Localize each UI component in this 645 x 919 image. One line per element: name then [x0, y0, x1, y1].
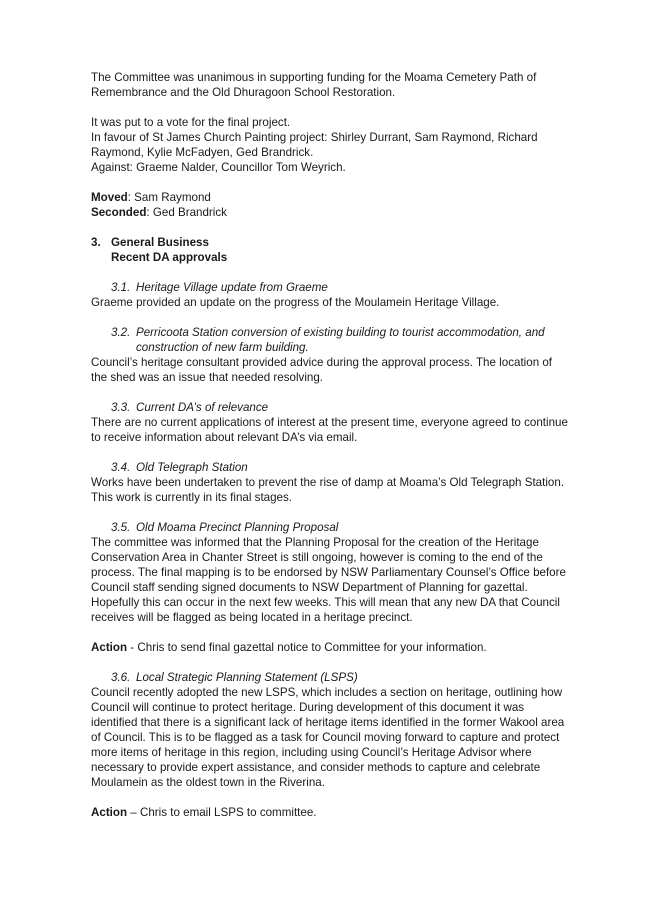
- section-number: 3.: [91, 236, 101, 249]
- item-title: Old Moama Precinct Planning Proposal: [136, 521, 339, 534]
- action-text: – Chris to email LSPS to committee.: [127, 806, 317, 819]
- section-3-heading: [91, 235, 571, 265]
- item-3-5-body: The committee was informed that the Planning Proposal for the creation of the Heritage Conservation Area in Chanter Street is still ongoing, however is coming to the end of the process. The final mapping is to be endorsed by NSW Parliamentary Counsel’s Office before Council staff sending signed documents to NSW Department of Planning for gazettal. Hopefully this can occur in the next few weeks. This will mean that any new DA that Council receives will be flagged as being located in a heritage precinct.: [91, 536, 566, 624]
- item-number: 3.3.: [111, 401, 131, 414]
- action-text: - Chris to send final gazettal notice to Committee for your information.: [127, 641, 487, 654]
- action-label: Action: [91, 806, 128, 819]
- seconded-label: Seconded: [91, 206, 147, 219]
- section-title: General Business: [111, 236, 209, 249]
- item-number: 3.6.: [111, 671, 131, 684]
- vote-intro: It was put to a vote for the final project.: [91, 116, 291, 129]
- item-title: Local Strategic Planning Statement (LSPS): [136, 671, 358, 684]
- vote-against: Against: Graeme Nalder, Councillor Tom Weyrich.: [91, 161, 346, 174]
- item-3-3-body: There are no current applications of interest at the present time, everyone agreed to continue to receive information about relevant DA’s via email.: [91, 416, 568, 444]
- moved-value: : Sam Raymond: [127, 191, 211, 204]
- seconded-line: [91, 205, 571, 220]
- item-3-4-heading: [91, 460, 571, 475]
- item-title: Current DA’s of relevance: [136, 401, 269, 414]
- funding-paragraph: The Committee was unanimous in supporting funding for the Moama Cemetery Path of Remembrance and the Old Dhuragoon School Restoration.: [91, 71, 537, 99]
- action-label: Action: [91, 641, 128, 654]
- item-3-4-body: Works have been undertaken to prevent the rise of damp at Moama’s Old Telegraph Station. This work is currently in its final stages.: [91, 476, 565, 504]
- section-subtitle: Recent DA approvals: [111, 251, 228, 264]
- item-title: Heritage Village update from Graeme: [136, 281, 328, 294]
- item-number: 3.2.: [111, 326, 131, 339]
- moved-line: [91, 190, 571, 205]
- vote-in-favour: In favour of St James Church Painting project: Shirley Durrant, Sam Raymond, Richard Raymond, Kylie McFadyen, Ged Brandrick.: [91, 131, 538, 159]
- item-3-5-heading: [91, 520, 571, 535]
- item-number: 3.4.: [111, 461, 131, 474]
- page-content: [91, 70, 571, 820]
- item-title: Perricoota Station conversion of existing building to tourist accommodation, and construction of new farm building.: [136, 326, 545, 354]
- seconded-value: : Ged Brandrick: [146, 206, 227, 219]
- item-3-2-body: Council’s heritage consultant provided advice during the approval process. The location of the shed was an issue that needed resolving.: [91, 356, 553, 384]
- item-3-6-action: [91, 805, 571, 820]
- item-3-3-heading: [91, 400, 571, 415]
- item-3-6-heading: [91, 670, 571, 685]
- item-3-5-action: [91, 640, 571, 655]
- item-3-6-body: Council recently adopted the new LSPS, which includes a section on heritage, outlining how Council will continue to protect heritage. During development of this document it was identified that there is a significant lack of heritage items identified in the former Wakool area of Council. This is to be flagged as a task for Council moving forward to capture and protect more items of heritage in this region, including using Council’s Heritage Advisor where necessary to provide expert assistance, and consider methods to capture and celebrate Moulamein as the oldest town in the Riverina.: [91, 686, 565, 789]
- item-number: 3.5.: [111, 521, 131, 534]
- item-number: 3.1.: [111, 281, 131, 294]
- moved-label: Moved: [91, 191, 128, 204]
- item-3-2-heading: [91, 325, 571, 355]
- item-3-1-heading: [91, 280, 571, 295]
- item-title: Old Telegraph Station: [136, 461, 248, 474]
- item-3-1-body: Graeme provided an update on the progress of the Moulamein Heritage Village.: [91, 296, 500, 309]
